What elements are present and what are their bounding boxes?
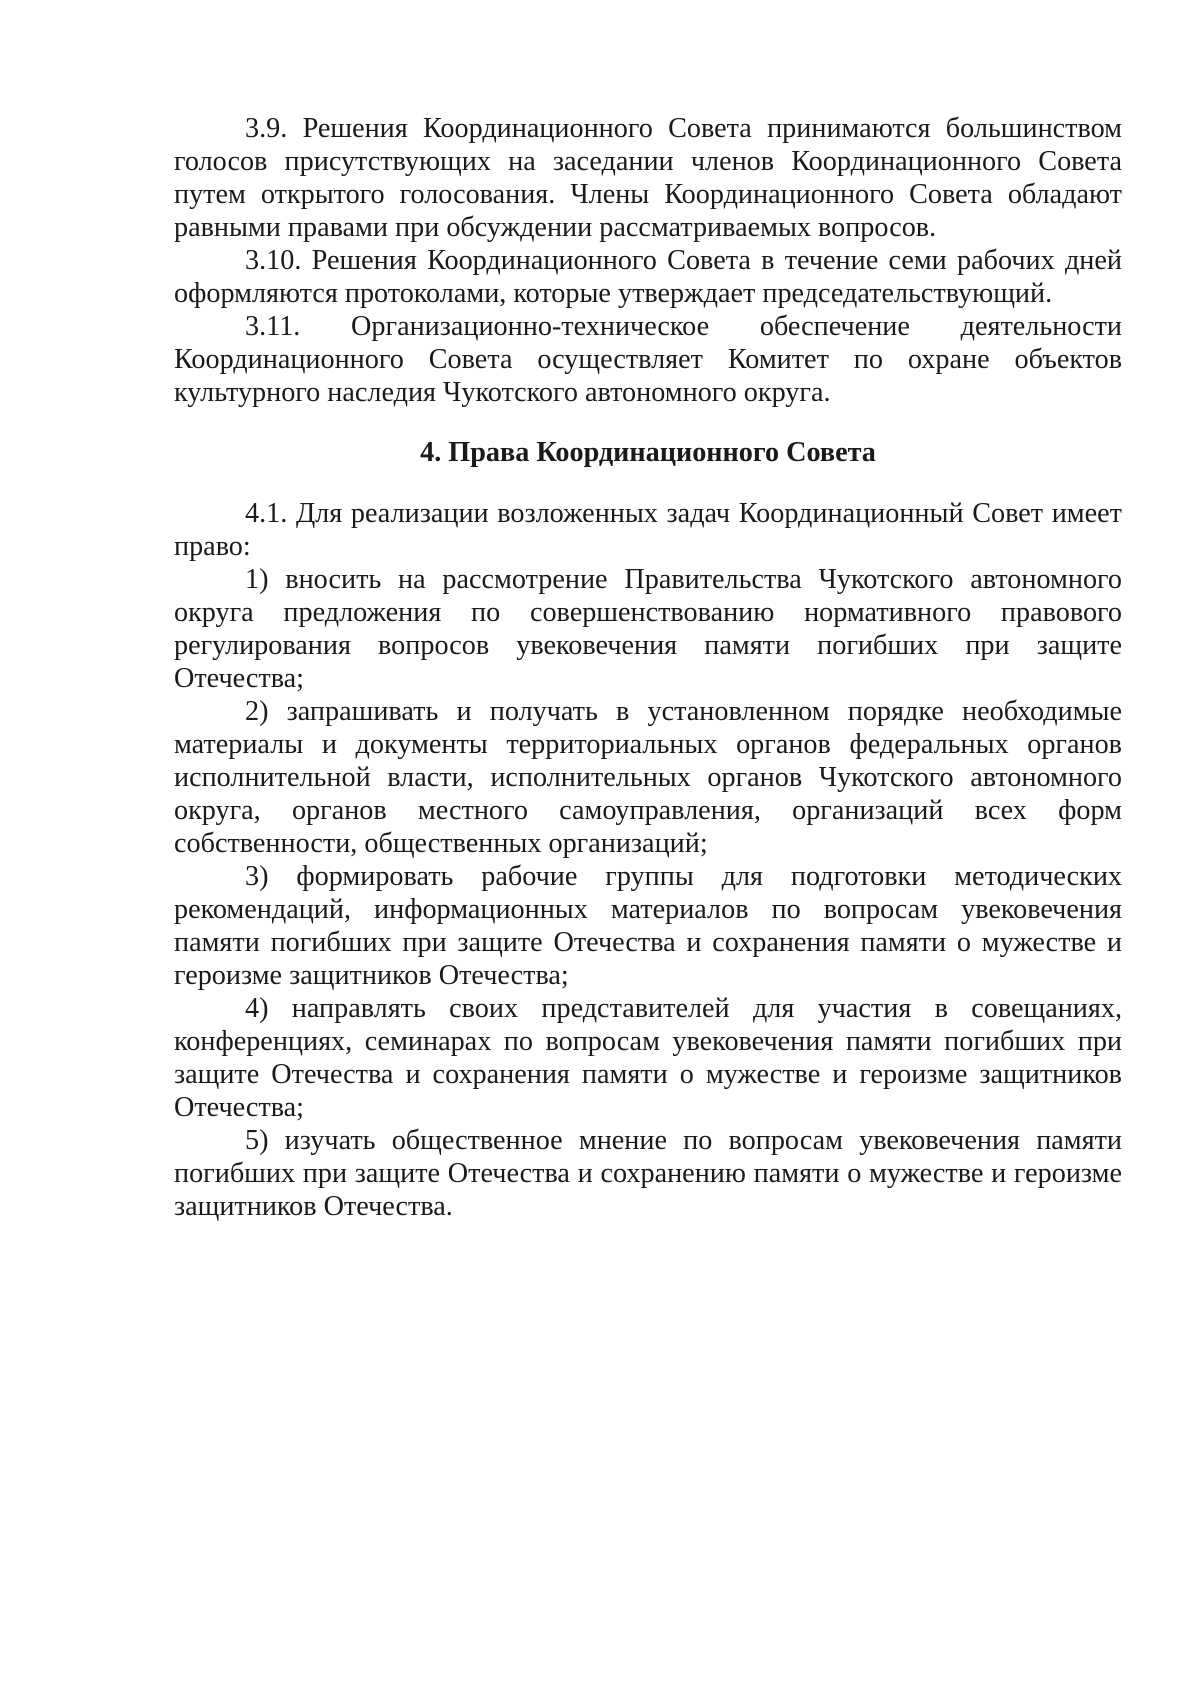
list-item-1: 1) вносить на рассмотрение Правительства Чукотского автономного округа предложения по совершенствованию нормативного правового регулирования вопросов увековечения памяти погибших при защите Отечества;: [174, 564, 1122, 694]
section-heading: 4. Права Координационного Совета: [420, 437, 876, 468]
paragraph-4-1: 4.1. Для реализации возложенных задач Координационный Совет имеет право:: [174, 498, 1122, 562]
list-item-5: 5) изучать общественное мнение по вопросам увековечения памяти погибших при защите Отечества и сохранению памяти о мужестве и героизме защитников Отечества.: [174, 1125, 1122, 1222]
list-item-3: 3) формировать рабочие группы для подготовки методических рекомендаций, информационных материалов по вопросам увековечения памяти погибших при защите Отечества и сохранения памяти о мужестве и героизме защитников Отечества;: [174, 861, 1122, 991]
paragraph-3-10: 3.10. Решения Координационного Совета в течение семи рабочих дней оформляются протоколами, которые утверждает председательствующий.: [174, 245, 1122, 309]
document-page: [174, 112, 1122, 1223]
list-item-4: 4) направлять своих представителей для участия в совещаниях, конференциях, семинарах по вопросам увековечения памяти погибших при защите Отечества и сохранения памяти о мужестве и героизме защитников Отечества;: [174, 993, 1122, 1123]
paragraph-3-9: 3.9. Решения Координационного Совета принимаются большинством голосов присутствующих на заседании членов Координационного Совета путем открытого голосования. Члены Координационного Совета обладают равными правами при обсуждении рассматриваемых вопросов.: [174, 113, 1122, 243]
paragraph-3-11: 3.11. Организационно-техническое обеспечение деятельности Координационного Совета осуществляет Комитет по охране объектов культурного наследия Чукотского автономного округа.: [174, 311, 1122, 408]
list-item-2: 2) запрашивать и получать в установленном порядке необходимые материалы и документы территориальных органов федеральных органов исполнительной власти, исполнительных органов Чукотского автономного округа, органов местного самоуправления, организаций всех форм собственности, общественных организаций;: [174, 696, 1122, 859]
